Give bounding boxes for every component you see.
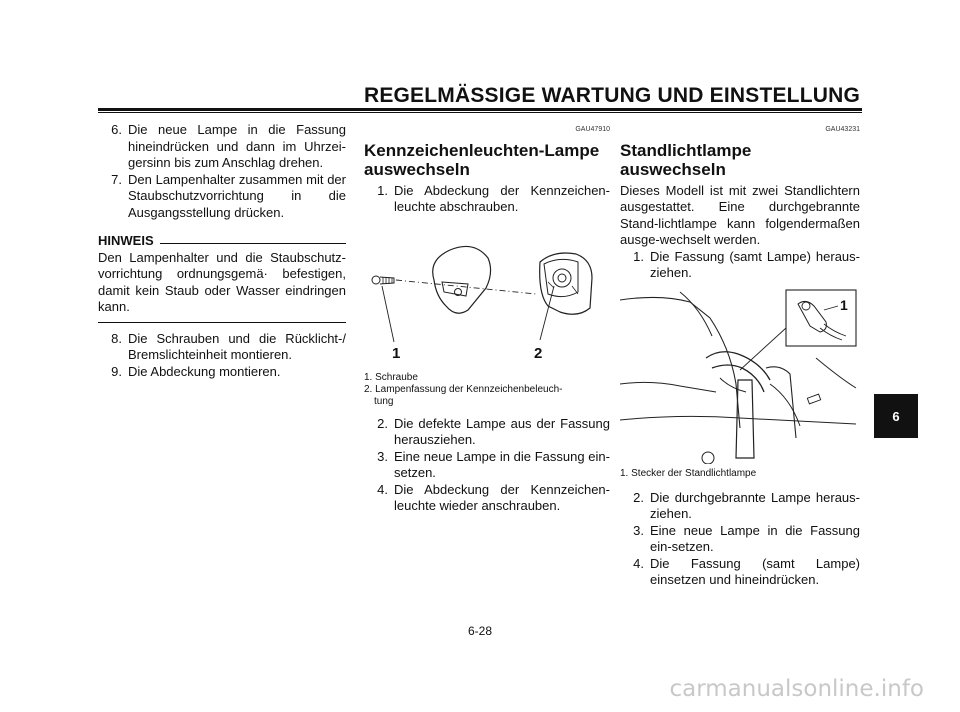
header-rule-thin [98,112,862,113]
figure-caption: tung [374,395,394,407]
step-number: 4. [633,555,644,571]
section-intro: Dieses Modell ist mit zwei Standlichtern ausgestattet. Eine durchgebrannte Stand-lichtlampe kann folgendermaßen ausge-wechselt werden. [620,182,860,247]
position-light-figure [620,288,860,464]
page-number: 6-28 [467,624,493,638]
note-rule [160,243,346,244]
step-text: Den Lampenhalter zusammen mit der Staubschutzvorrichtung in die Ausgangsstellung drücken. [128,171,346,220]
column-right [620,122,860,589]
section-title: Kennzeichenleuchten-Lampe auswechseln [364,140,600,179]
column-left [98,122,346,380]
list-item [620,556,860,589]
list-item [98,172,346,222]
step-number: 8. [111,330,122,346]
step-number: 1. [377,182,388,198]
list-item [620,523,860,556]
figure-label-1: 1 [840,296,848,313]
figure-caption: 1. Schraube [364,371,418,383]
step-text: Die Schrauben und die Rücklicht-/ Bremslichteinheit montieren. [128,330,346,362]
figure-label-2: 2 [534,344,543,362]
note-label: HINWEIS [98,233,154,248]
note-heading [98,233,346,250]
step-text: Eine neue Lampe in die Fassung ein-setzen. [394,448,610,480]
step-text: Eine neue Lampe in die Fassung ein-setzen. [650,522,860,554]
list-item [364,449,610,482]
step-text: Die Abdeckung der Kennzeichen-leuchte wieder anschrauben. [394,481,610,513]
chapter-tab: 6 [874,394,918,438]
list-item [620,249,860,282]
step-number: 2. [633,489,644,505]
section-code: GAU43231 [825,126,860,133]
section-title: Standlichtlampe auswechseln [620,140,752,179]
list-item [98,122,346,172]
step-number: 3. [377,448,388,464]
step-text: Die Abdeckung der Kennzeichen-leuchte abschrauben. [394,182,610,214]
step-number: 4. [377,481,388,497]
step-number: 1. [633,248,644,264]
list-item [98,331,346,364]
step-text: Die durchgebrannte Lampe heraus-ziehen. [650,489,860,521]
step-number: 2. [377,415,388,431]
position-light-illustration [620,288,860,464]
header-rule [98,108,862,111]
step-text: Die Fassung (samt Lampe) heraus-ziehen. [650,248,860,280]
figure-caption: 2. Lampenfassung der Kennzeichenbeleuch- [364,383,563,395]
step-text: Die neue Lampe in die Fassung hineindrücken und dann im Uhrzei-gersinn bis zum Anschlag drehen. [128,122,346,170]
watermark: carmanualsonline.info [669,676,924,702]
license-light-figure [364,222,610,368]
step-text: Die defekte Lampe aus der Fassung herausziehen. [394,415,610,447]
note-end-rule [98,322,346,323]
column-middle [364,122,610,515]
step-number: 3. [633,522,644,538]
step-number: 7. [111,171,122,187]
step-text: Die Fassung (samt Lampe) einsetzen und hineindrücken. [650,555,860,587]
list-item [364,416,610,449]
list-item [364,183,610,216]
section-code: GAU47910 [575,126,610,133]
note-text: Den Lampenhalter und die Staubschutz-vorrichtung ordnungsgemä· befestigen, damit kein Staub oder Wasser eindringen kann. [98,249,346,314]
license-light-illustration [364,222,610,368]
step-number: 9. [111,363,122,379]
list-item [364,482,610,515]
list-item [98,364,346,381]
figure-label-1: 1 [392,344,401,362]
step-text: Die Abdeckung montieren. [128,363,281,379]
list-item [620,490,860,523]
page-header-title: REGELMÄSSIGE WARTUNG UND EINSTELLUNG [363,84,860,107]
step-number: 6. [111,122,122,137]
figure-caption: 1. Stecker der Standlichtlampe [620,467,757,479]
